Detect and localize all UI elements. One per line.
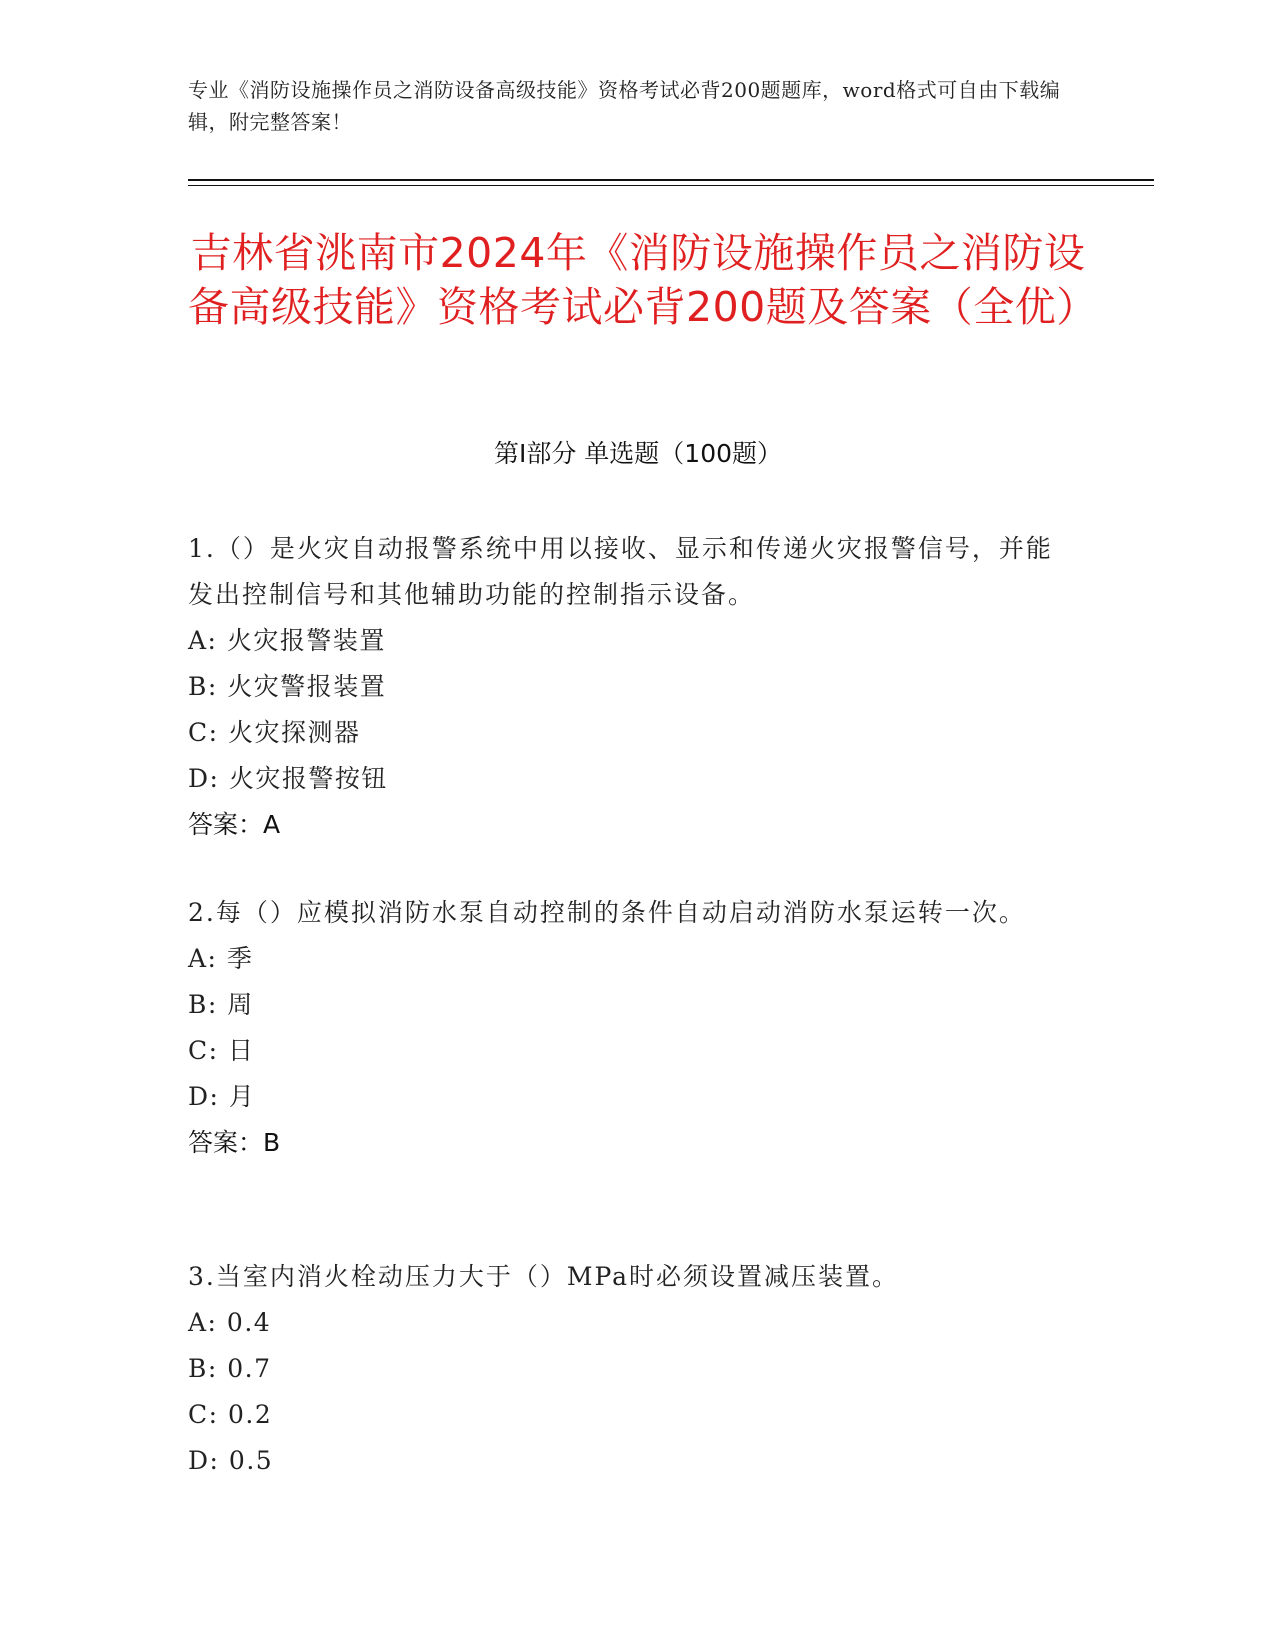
header-divider-thin: [188, 185, 1154, 186]
option-c: C: 0.2: [188, 1400, 273, 1429]
question-stem: 3.当室内消火栓动压力大于（）MPa时必须设置减压装置。: [188, 1262, 900, 1291]
question-stem: 2.每（）应模拟消防水泵自动控制的条件自动启动消防水泵运转一次。: [188, 898, 1026, 927]
option-c: C: 火灾探测器: [188, 718, 361, 747]
question-2: [188, 890, 1068, 1166]
option-d: D: 月: [188, 1082, 256, 1111]
question-stem: 1.（）是火灾自动报警系统中用以接收、显示和传递火灾报警信号，并能发出控制信号和其他辅助功能的控制指示设备。: [188, 534, 1053, 609]
option-a: A: 火灾报警装置: [188, 626, 386, 655]
question-1: [188, 526, 1068, 848]
option-a: A: 0.4: [188, 1308, 272, 1337]
document-title: 吉林省洮南市2024年《消防设施操作员之消防设备高级技能》资格考试必背200题及答案（全优）: [188, 229, 1098, 331]
option-c: C: 日: [188, 1036, 255, 1065]
header-note: 专业《消防设施操作员之消防设备高级技能》资格考试必背200题题库，word格式可自由下载编辑，附完整答案！: [188, 78, 1061, 134]
header-divider-thick: [188, 179, 1154, 181]
answer-line: 答案：B: [188, 1128, 281, 1157]
option-b: B: 周: [188, 990, 254, 1019]
question-3: [188, 1254, 1068, 1484]
option-d: D: 0.5: [188, 1446, 274, 1475]
option-b: B: 0.7: [188, 1354, 272, 1383]
section-heading: 第I部分 单选题（100题）: [493, 439, 783, 468]
option-a: A: 季: [188, 944, 254, 973]
option-d: D: 火灾报警按钮: [188, 764, 388, 793]
option-b: B: 火灾警报装置: [188, 672, 387, 701]
answer-line: 答案：A: [188, 810, 281, 839]
